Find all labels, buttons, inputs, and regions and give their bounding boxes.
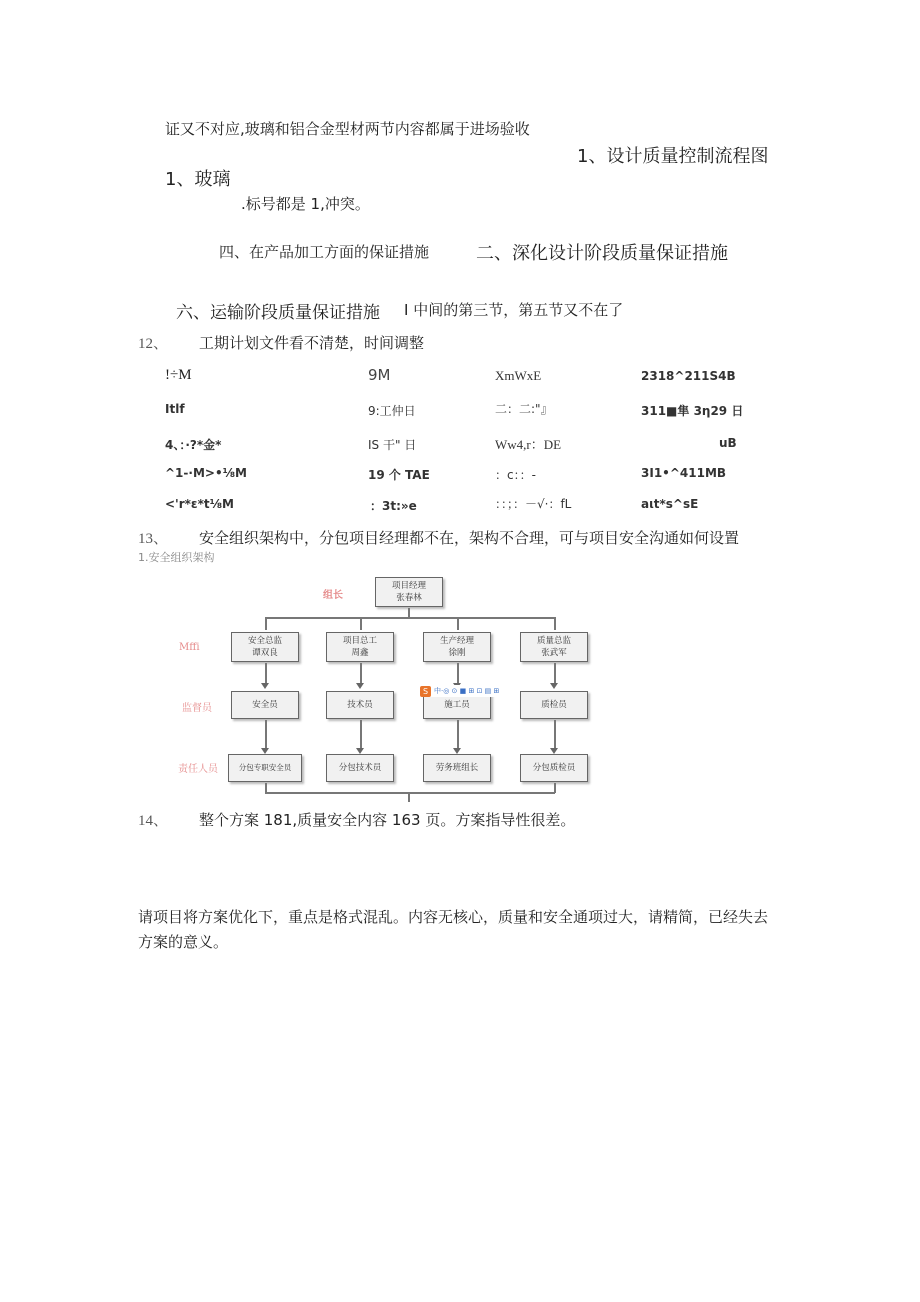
toolbar-glyphs: 中·◎ ⊙ ■ ⊞ ⊡ ▤ ⊞ [434, 687, 500, 695]
table-cell: uB [719, 436, 737, 450]
item-number-12: 12、 [138, 336, 169, 352]
org-box-project-manager [375, 577, 443, 607]
label-row-responsible: 责任人员 [178, 764, 218, 775]
box-title: 施工员 [444, 700, 470, 710]
table-cell: 二：二:"』 [495, 402, 553, 416]
box-title: 项目经理 [391, 581, 426, 591]
table-cell: 4、：·?*金* [165, 438, 222, 452]
box-title: 分包技术员 [338, 763, 382, 773]
org-box-technician [326, 691, 394, 719]
table-cell: Itlf [165, 402, 185, 416]
table-cell: ：3t:»e [370, 499, 417, 513]
box-title: 项目总工 [342, 636, 377, 646]
box-title: 安全员 [252, 700, 278, 710]
org-box-quality-inspector [520, 691, 588, 719]
table-cell: 2318^211S4B [641, 369, 736, 383]
table-cell: XmWxE [495, 368, 542, 383]
label-row-supervisors: 监督员 [182, 703, 212, 714]
box-person: 周鑫 [351, 648, 369, 658]
label-row-managers: Mffi [179, 642, 200, 653]
org-box-chief-engineer [326, 632, 394, 662]
table-cell: 3I1•^411MB [641, 466, 727, 480]
org-box-quality-director [520, 632, 588, 662]
table-cell: !÷M [165, 367, 192, 383]
box-person: 谭双良 [252, 648, 278, 658]
table-cell: Ww4,r：DE [495, 437, 562, 452]
table-cell: <'r*ε*t⅛M [165, 497, 234, 511]
ime-toolbar-overlay [420, 685, 499, 697]
heading-design-flow: 1、设计质量控制流程图 [577, 146, 769, 167]
box-person: 徐刚 [448, 648, 466, 658]
org-box-safety-director [231, 632, 299, 662]
heading-transport: 六、运输阶段质量保证措施 [176, 303, 380, 323]
org-box-production-manager [423, 632, 491, 662]
table-cell: IS 干" 日 [368, 438, 417, 452]
box-title: 劳务班组长 [435, 763, 479, 773]
box-person: 张武军 [541, 648, 567, 658]
figure-caption: 1.安全组织架构 [138, 551, 215, 564]
table-cell: 9:工仲日 [368, 404, 416, 418]
item-number-14: 14、 [138, 813, 169, 829]
heading-deepening-design: 二、深化设计阶段质量保证措施 [476, 243, 728, 264]
box-title: 技术员 [347, 700, 373, 710]
org-box-safety-officer [231, 691, 299, 719]
box-title: 质检员 [541, 700, 567, 710]
final-comment-paragraph: 请项目将方案优化下，重点是格式混乱。内容无核心，质量和安全通项过大，请精简，已经失去方案的意义。 [138, 908, 769, 951]
item-text-13: 安全组织架构中，分包项目经理都不在，架构不合理，可与项目安全沟通如何设置 [199, 529, 740, 547]
sogou-s-icon: S [420, 686, 431, 697]
table-cell: 19 个 TAE [368, 468, 430, 482]
box-person: 张春林 [396, 593, 422, 603]
safety-org-chart [165, 572, 595, 802]
box-title: 生产经理 [439, 636, 474, 646]
table-cell: aιt*s^sE [641, 497, 699, 511]
org-box-sub-technician [326, 754, 394, 782]
table-cell: ：：；：－√·：fL [495, 497, 572, 511]
table-cell: ^1-·M>•⅛M [165, 466, 247, 480]
text-line-1: 证又不对应,玻璃和铝合金型材两节内容都属于进场验收 [165, 120, 530, 138]
heading-glass: 1、玻璃 [165, 169, 231, 190]
table-cell: ：c：：- [495, 468, 536, 482]
org-box-sub-quality-inspector [520, 754, 588, 782]
item-text-14: 整个方案 181,质量安全内容 163 页。方案指导性很差。 [199, 811, 576, 829]
item-text-12: 工期计划文件看不清楚，时间调整 [199, 334, 425, 352]
table-cell: 311■隼 3η29 日 [641, 404, 744, 418]
org-box-labor-team-leader [423, 754, 491, 782]
table-cell: 9M [368, 366, 391, 384]
item-number-13: 13、 [138, 531, 169, 547]
heading-processing: 四、在产品加工方面的保证措施 [219, 243, 430, 261]
box-title: 安全总监 [247, 636, 282, 646]
label-leader: 组长 [323, 590, 343, 601]
text-mark-conflict: .标号都是 1,冲突。 [241, 195, 370, 213]
box-title: 分包专职安全员 [238, 763, 292, 772]
box-title: 质量总监 [536, 636, 571, 646]
org-box-sub-safety-officer [228, 754, 302, 782]
box-title: 分包质检员 [532, 763, 576, 773]
text-section-note: I 中间的第三节，第五节又不在了 [404, 301, 624, 319]
